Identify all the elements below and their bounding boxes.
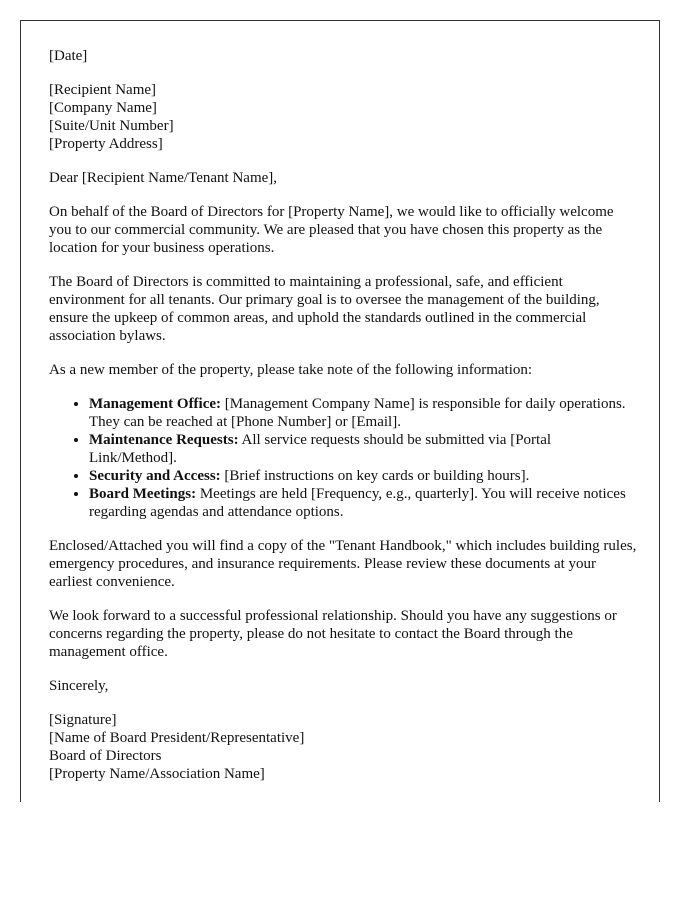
letter-page — [20, 20, 660, 802]
signer-name: [Name of Board President/Representative] — [49, 730, 305, 746]
info-list — [49, 395, 639, 521]
list-item-text: [Management Company Name] is responsible for daily operations. They can be reached at [Phone Number] or [Email]. — [89, 396, 626, 430]
recipient-property-address: [Property Address] — [49, 136, 163, 152]
list-item-text: Meetings are held [Frequency, e.g., quarterly]. You will receive notices regarding agendas and attendance options. — [89, 486, 626, 520]
list-item — [89, 431, 639, 467]
list-item-label: Maintenance Requests: — [89, 432, 239, 448]
signer-title: Board of Directors — [49, 748, 162, 764]
list-item-label: Board Meetings: — [89, 486, 197, 502]
salutation: Dear [Recipient Name/Tenant Name], — [49, 170, 278, 186]
signature-block — [49, 711, 639, 783]
paragraph-welcome: On behalf of the Board of Directors for [Property Name], we would like to officially welcome you to our commercial community. We are pleased that you have chosen this property as the location for your business operations. — [49, 204, 614, 256]
list-item — [89, 467, 639, 485]
paragraph-board-commitment: The Board of Directors is committed to maintaining a professional, safe, and efficient environment for all tenants. Our primary goal is to oversee the management of the building, ensure the upkeep of common areas, and uphold the standards outlined in the commercial association bylaws. — [49, 274, 600, 344]
list-item-label: Security and Access: — [89, 468, 221, 484]
paragraph-intro-list: As a new member of the property, please take note of the following information: — [49, 362, 533, 378]
signoff: Sincerely, — [49, 678, 109, 694]
paragraph-closing: We look forward to a successful professional relationship. Should you have any suggestions or concerns regarding the property, please do not hesitate to contact the Board through the management office. — [49, 608, 617, 660]
list-item — [89, 395, 639, 431]
list-item-label: Management Office: — [89, 396, 222, 412]
recipient-address — [49, 81, 639, 153]
letter-date: [Date] — [49, 48, 88, 64]
recipient-company: [Company Name] — [49, 100, 157, 116]
letter-body — [49, 47, 639, 783]
list-item — [89, 485, 639, 521]
signer-association: [Property Name/Association Name] — [49, 766, 265, 782]
signature-line: [Signature] — [49, 712, 117, 728]
recipient-name: [Recipient Name] — [49, 82, 157, 98]
recipient-suite: [Suite/Unit Number] — [49, 118, 174, 134]
paragraph-handbook: Enclosed/Attached you will find a copy of the "Tenant Handbook," which includes building rules, emergency procedures, and insurance requirements. Please review these documents at your earliest convenience. — [49, 538, 637, 590]
list-item-text: All service requests should be submitted via [Portal Link/Method]. — [89, 432, 552, 466]
list-item-text: [Brief instructions on key cards or building hours]. — [220, 468, 530, 484]
